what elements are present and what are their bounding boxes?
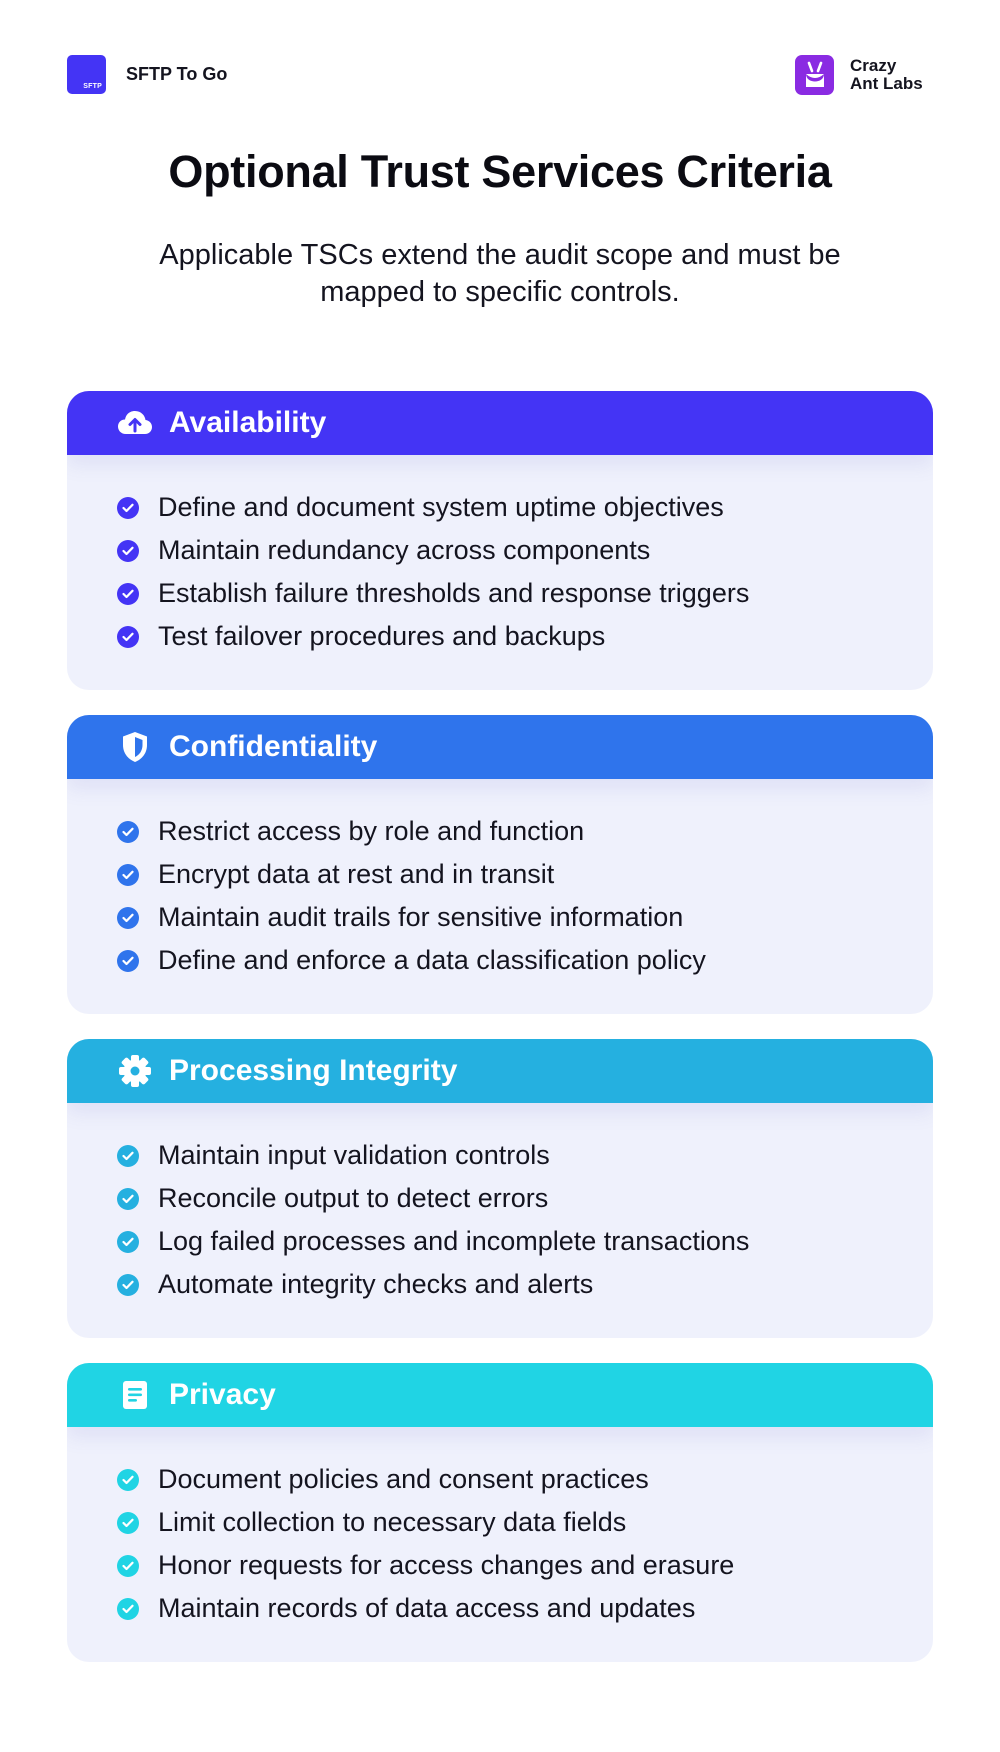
check-circle-icon [117,1145,139,1167]
list-item-text: Reconcile output to detect errors [158,1183,549,1213]
cal-name-line1: Crazy [850,56,897,75]
check-circle-icon [117,1274,139,1296]
list-item-text: Honor requests for access changes and erasure [158,1550,735,1580]
privacy-title: Privacy [169,1378,276,1411]
list-item-text: Define and enforce a data classification policy [158,945,706,975]
gear-icon [117,1053,153,1089]
list-item [117,853,933,896]
processing-integrity-card [67,1039,933,1338]
page-subtitle: Applicable TSCs extend the audit scope and must be mapped to specific controls. [159,239,841,308]
list-item-text: Test failover procedures and backups [158,621,606,651]
check-circle-icon [117,1598,139,1620]
availability-card [67,391,933,690]
list-item-text: Encrypt data at rest and in transit [158,859,555,889]
sftp-logo [67,55,106,94]
shield-icon [117,729,153,765]
list-item-text: Establish failure thresholds and response triggers [158,578,750,608]
crazy-ant-labs-brand [795,55,934,95]
check-circle-icon [117,864,139,886]
list-item-text: Restrict access by role and function [158,816,585,846]
list-item [117,896,933,939]
processing-integrity-title: Processing Integrity [169,1054,458,1087]
cal-name-line2: Ant Labs [850,74,923,93]
list-item-text: Maintain redundancy across components [158,535,651,565]
availability-header [67,391,933,455]
list-item [117,1177,933,1220]
check-circle-icon [117,907,139,929]
sftp-to-go-brand [67,55,227,94]
list-item-text: Document policies and consent practices [158,1464,649,1494]
privacy-header [67,1363,933,1427]
list-item-text: Log failed processes and incomplete transactions [158,1226,750,1256]
ant-logo-icon [795,55,834,95]
check-circle-icon [117,497,139,519]
confidentiality-title: Confidentiality [169,730,378,763]
list-item [117,1587,933,1630]
list-item [117,572,933,615]
processing-integrity-header [67,1039,933,1103]
privacy-list [67,1427,933,1630]
check-circle-icon [117,1512,139,1534]
check-circle-icon [117,821,139,843]
list-item [117,1458,933,1501]
confidentiality-list [67,779,933,982]
list-item [117,1263,933,1306]
crazy-ant-labs-name [850,57,934,93]
document-icon [117,1377,153,1413]
list-item-text: Maintain records of data access and updates [158,1593,696,1623]
list-item [117,529,933,572]
sftp-brand-name: SFTP To Go [126,64,228,84]
list-item [117,1544,933,1587]
list-item [117,615,933,658]
check-circle-icon [117,1555,139,1577]
list-item [117,939,933,982]
sftp-logo-text: SFTP [83,83,102,90]
list-item-text: Maintain audit trails for sensitive information [158,902,684,932]
list-item [117,1134,933,1177]
list-item [117,1501,933,1544]
processing-integrity-list [67,1103,933,1306]
privacy-card [67,1363,933,1662]
confidentiality-card [67,715,933,1014]
list-item-text: Automate integrity checks and alerts [158,1269,594,1299]
check-circle-icon [117,626,139,648]
check-circle-icon [117,950,139,972]
check-circle-icon [117,1469,139,1491]
page-title: Optional Trust Services Criteria [168,146,832,197]
cloud-upload-icon [117,405,153,441]
check-circle-icon [117,540,139,562]
availability-list [67,455,933,658]
list-item [117,1220,933,1263]
list-item-text: Limit collection to necessary data fields [158,1507,627,1537]
list-item-text: Define and document system uptime objectives [158,492,724,522]
check-circle-icon [117,1231,139,1253]
list-item [117,486,933,529]
confidentiality-header [67,715,933,779]
list-item [117,810,933,853]
availability-title: Availability [169,406,327,439]
check-circle-icon [117,583,139,605]
list-item-text: Maintain input validation controls [158,1140,550,1170]
check-circle-icon [117,1188,139,1210]
